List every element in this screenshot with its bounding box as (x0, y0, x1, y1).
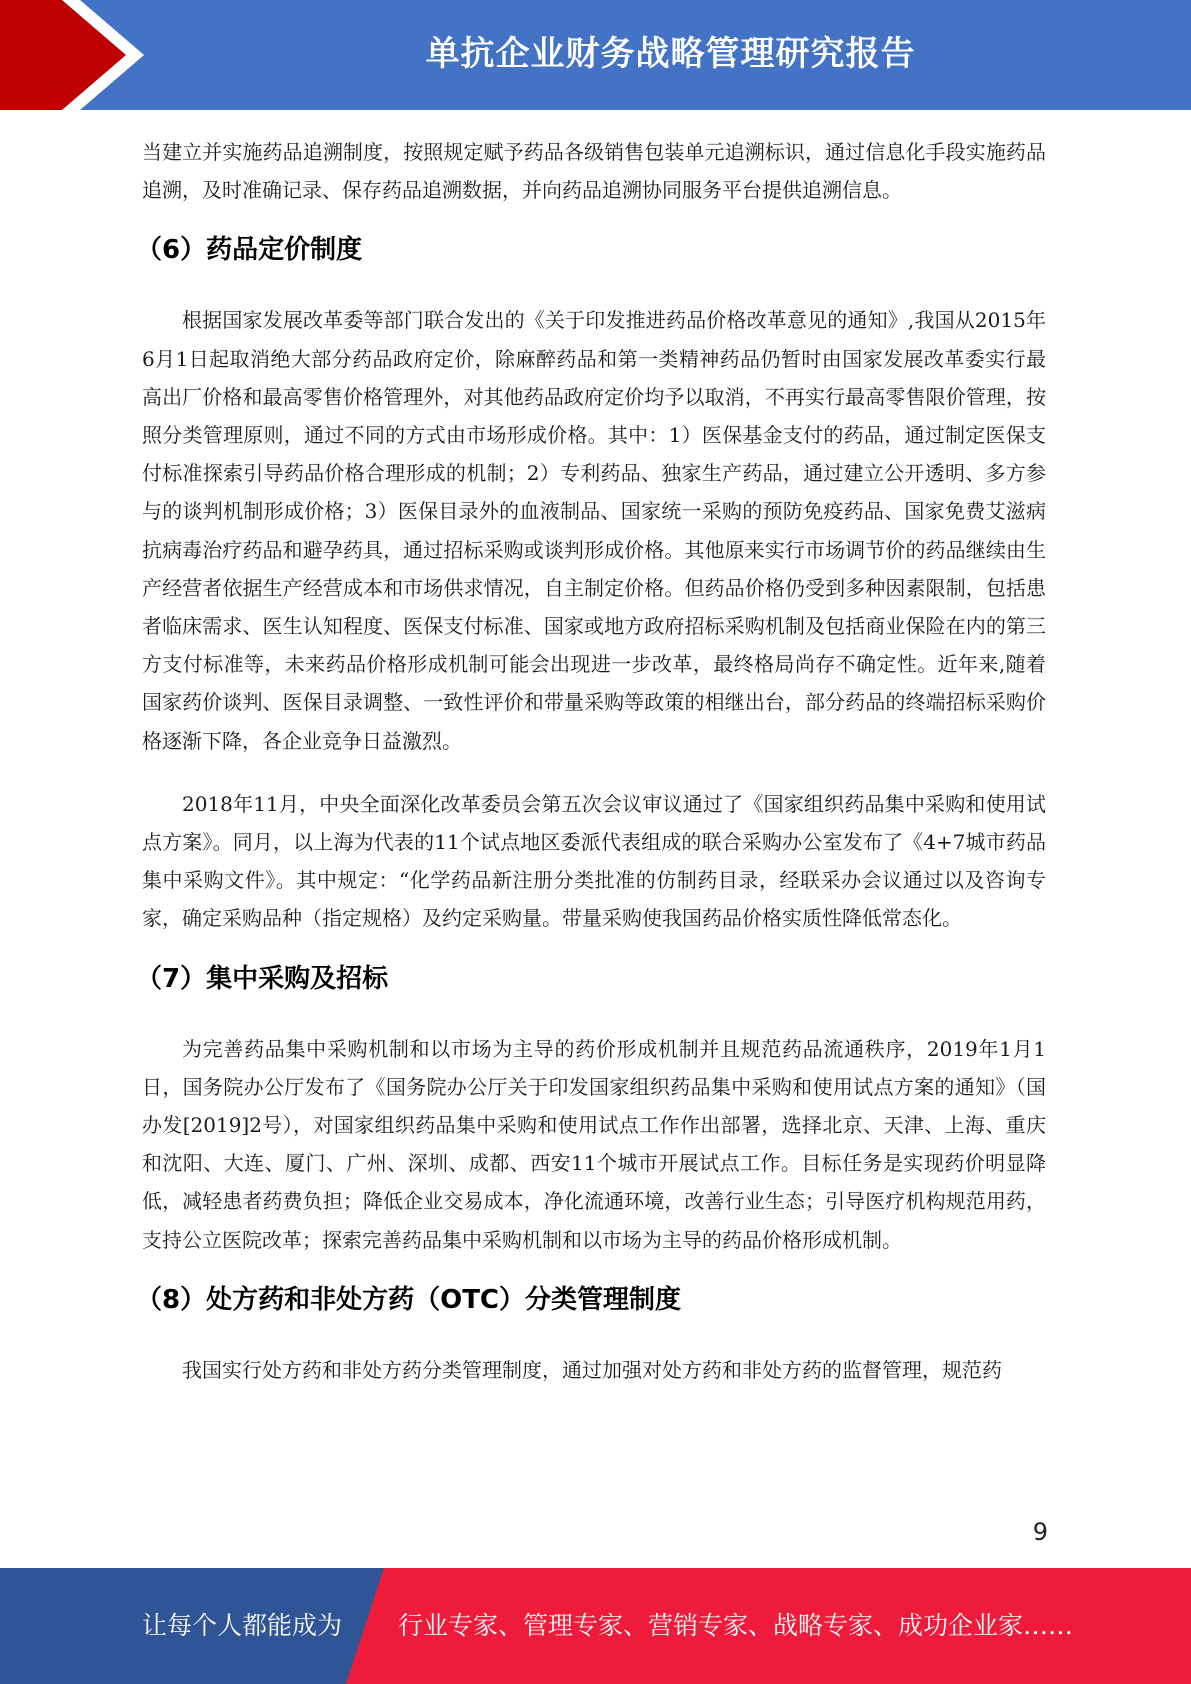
heading-centralized-procurement: （7）集中采购及招标 (136, 963, 389, 994)
document-body (136, 133, 1046, 1389)
page-header (0, 0, 1191, 110)
heading-otc-management: （8）处方药和非处方药（OTC）分类管理制度 (136, 1284, 682, 1315)
footer-slogan-roles: 行业专家、管理专家、营销专家、战略专家、成功企业家…… (398, 1611, 1074, 1640)
paragraph-volume-procurement: 2018年11月，中央全面深化改革委员会第五次会议审议通过了《国家组织药品集中采购和使用试点方案》。同月，以上海为代表的11个试点地区委派代表组成的联合采购办公室发布了《4+7城市药品集中采购文件》。其中规定：“化学药品新注册分类批准的仿制药目录，经联采办会议通过以及咨询专家，确定采购品种（指定规格）及约定采购量。带量采购使我国药品价格实质性降低常态化。 (142, 791, 1046, 931)
heading-drug-pricing: （6）药品定价制度 (136, 235, 363, 266)
page-number: 9 (1032, 1518, 1048, 1546)
report-title: 单抗企业财务战略管理研究报告 (425, 34, 916, 74)
paragraph-traceability: 当建立并实施药品追溯制度，按照规定赋予药品各级销售包装单元追溯标识，通过信息化手段实施药品追溯，及时准确记录、保存药品追溯数据，并向药品追溯协同服务平台提供追溯信息。 (142, 140, 1046, 203)
paragraph-otc-management: 我国实行处方药和非处方药分类管理制度，通过加强对处方药和非处方药的监督管理，规范药 (182, 1357, 1002, 1382)
paragraph-drug-pricing: 根据国家发展改革委等部门联合发出的《关于印发推进药品价格改革意见的通知》,我国从2015年6月1日起取消绝大部分药品政府定价，除麻醉药品和第一类精神药品仍暂时由国家发展改革委实行最高出厂价格和最高零售价格管理外，对其他药品政府定价均予以取消，不再实行最高零售限价管理，按照分类管理原则，通过不同的方式由市场形成价格。其中：1）医保基金支付的药品，通过制定医保支付标准探索引导药品价格合理形成的机制；2）专利药品、独家生产药品，通过建立公开透明、多方参与的谈判机制形成价格；3）医保目录外的血液制品、国家统一采购的预防免疫药品、国家免费艾滋病抗病毒治疗药品和避孕药具，通过招标采购或谈判形成价格。其他原来实行市场调节价的药品继续由生产经营者依据生产经营成本和市场供求情况，自主制定价格。但药品价格仍受到多种因素限制，包括患者临床需求、医生认知程度、医保支付标准、国家或地方政府招标采购机制及包括商业保险在内的第三方支付标准等，未来药品价格形成机制可能会出现进一步改革，最终格局尚存不确定性。近年来,随着国家药价谈判、医保目录调整、一致性评价和带量采购等政策的相继出台，部分药品的终端招标采购价格逐渐下降，各企业竞争日益激烈。 (142, 308, 1046, 753)
footer-slogan-lead: 让每个人都能成为 (142, 1611, 343, 1640)
paragraph-centralized-procurement: 为完善药品集中采购机制和以市场为主导的药价形成机制并且规范药品流通秩序，2019年1月1日，国务院办公厅发布了《国务院办公厅关于印发国家组织药品集中采购和使用试点方案的通知》（国办发[2019]2号），对国家组织药品集中采购和使用试点工作作出部署，选择北京、天津、上海、重庆和沈阳、大连、厦门、广州、深圳、成都、西安11个城市开展试点工作。目标任务是实现药价明显降低，减轻患者药费负担；降低企业交易成本，净化流通环境，改善行业生态；引导医疗机构规范用药，支持公立医院改革；探索完善药品集中采购机制和以市场为主导的药品价格形成机制。 (142, 1036, 1046, 1252)
header-arrow-decoration (0, 0, 160, 110)
page-footer (0, 1568, 1191, 1684)
